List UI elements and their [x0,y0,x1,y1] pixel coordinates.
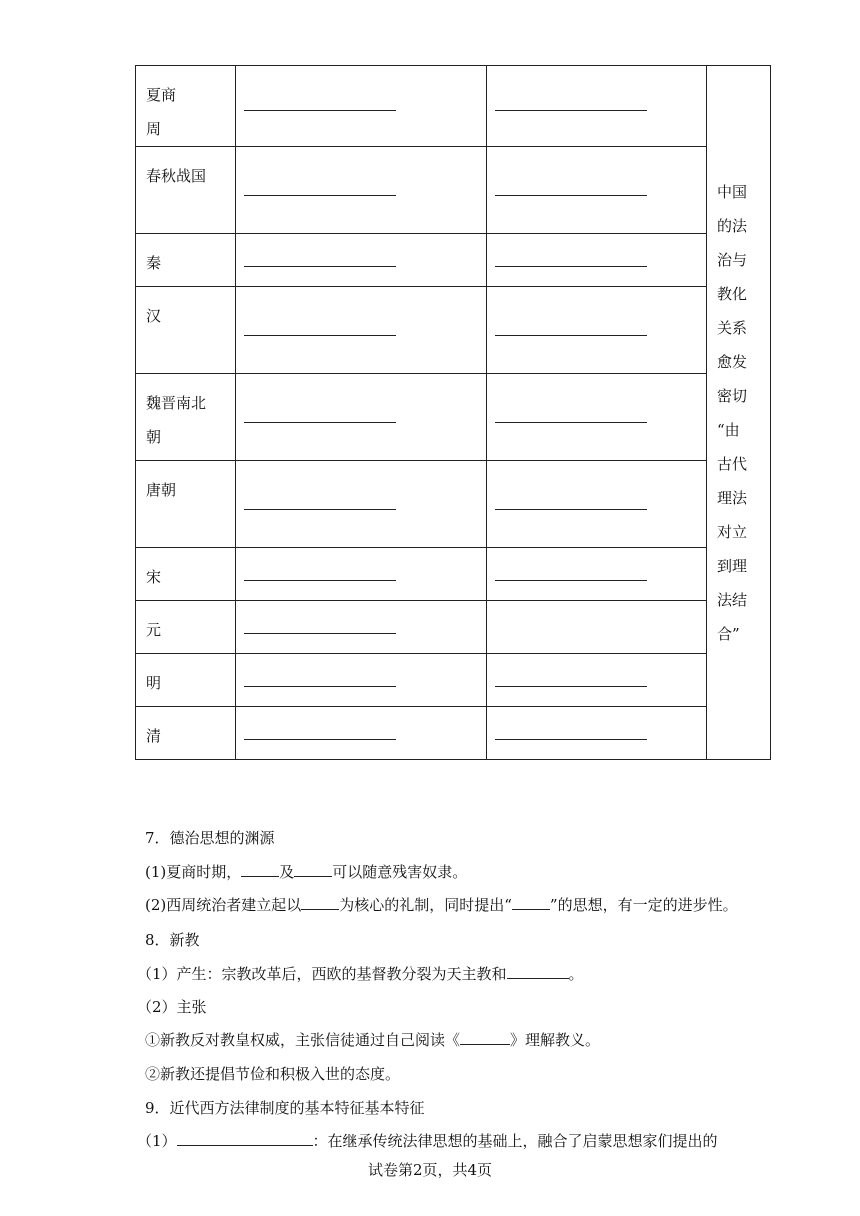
q9-title: 9．近代西方法律制度的基本特征基本特征 [145,1099,425,1117]
significance-cell [487,374,707,461]
answer-blank-line[interactable] [495,266,647,267]
page-footer: 试卷第2页，共4页 [367,1161,493,1179]
era-cell: 唐朝 [136,461,236,548]
answer-blank-line[interactable] [244,686,396,687]
answer-blank-line[interactable] [495,739,647,740]
blank-line[interactable] [177,1131,313,1146]
significance-cell [487,66,707,147]
history-table [135,65,771,760]
answer-blank-line[interactable] [495,580,647,581]
answer-blank-line[interactable] [244,266,396,267]
content-cell [236,601,487,654]
q8-item-4: ②新教还提倡节俭和积极入世的态度。 [145,1065,401,1083]
table-row [136,548,771,601]
answer-blank-line[interactable] [495,335,647,336]
content-cell [236,234,487,287]
answer-blank-line[interactable] [244,509,396,510]
content-cell [236,461,487,548]
content-cell [236,66,487,147]
significance-cell [487,147,707,234]
table-row [136,374,771,461]
era-cell: 清 [136,707,236,760]
blank-line[interactable] [460,1030,510,1045]
table-row [136,601,771,654]
answer-blank-line[interactable] [495,686,647,687]
answer-blank-line[interactable] [244,580,396,581]
content-cell [236,147,487,234]
blank-line[interactable] [507,964,569,979]
era-cell: 元 [136,601,236,654]
era-cell: 汉 [136,287,236,374]
q9-item-1: （1） ：在继承传统法律思想的基础上，融合了启蒙思想家们提出的 [137,1132,718,1150]
era-cell: 秦 [136,234,236,287]
table-row [136,66,771,147]
q8-title: 8．新教 [145,931,200,949]
answer-blank-line[interactable] [244,422,396,423]
significance-cell [487,548,707,601]
significance-cell [487,601,707,654]
era-cell: 宋 [136,548,236,601]
q7-title: 7．德治思想的渊源 [145,829,275,847]
answer-blank-line[interactable] [244,633,396,634]
significance-cell [487,287,707,374]
era-cell: 夏商 周 [136,66,236,147]
blank-line[interactable] [301,895,339,910]
significance-cell [487,234,707,287]
table-row [136,461,771,548]
table-row [136,287,771,374]
table-row [136,147,771,234]
content-cell [236,374,487,461]
content-cell [236,287,487,374]
answer-blank-line[interactable] [244,739,396,740]
table-row [136,707,771,760]
q8-item-1: （1）产生：宗教改革后，西欧的基督教分裂为天主教和 。 [137,965,584,983]
significance-cell [487,654,707,707]
answer-blank-line[interactable] [495,509,647,510]
q8-item-2: （2）主张 [137,998,207,1016]
table-row [136,654,771,707]
q8-item-3: ①新教反对教皇权威，主张信徒通过自己阅读《 》理解教义。 [145,1031,601,1049]
content-cell [236,654,487,707]
table-row [136,234,771,287]
significance-cell [487,707,707,760]
blank-line[interactable] [241,862,279,877]
significance-cell [487,461,707,548]
answer-blank-line[interactable] [244,110,396,111]
q7-item-1: (1)夏商时期， 及 可以随意残害奴隶。 [145,863,468,881]
answer-blank-line[interactable] [495,422,647,423]
answer-blank-line[interactable] [495,195,647,196]
answer-blank-line[interactable] [244,195,396,196]
era-cell: 明 [136,654,236,707]
answer-blank-line[interactable] [244,335,396,336]
summary-note: 中国 的法 治与 教化 关系 愈发 密切 “由 古代 理法 对立 到理 法结 合” [707,66,771,760]
answer-blank-line[interactable] [495,110,647,111]
blank-line[interactable] [294,862,332,877]
era-cell: 春秋战国 [136,147,236,234]
era-cell: 魏晋南北 朝 [136,374,236,461]
content-cell [236,707,487,760]
q7-item-2: (2)西周统治者建立起以 为核心的礼制，同时提出“ ”的思想，有一定的进步性。 [145,896,738,914]
blank-line[interactable] [512,895,550,910]
content-cell [236,548,487,601]
